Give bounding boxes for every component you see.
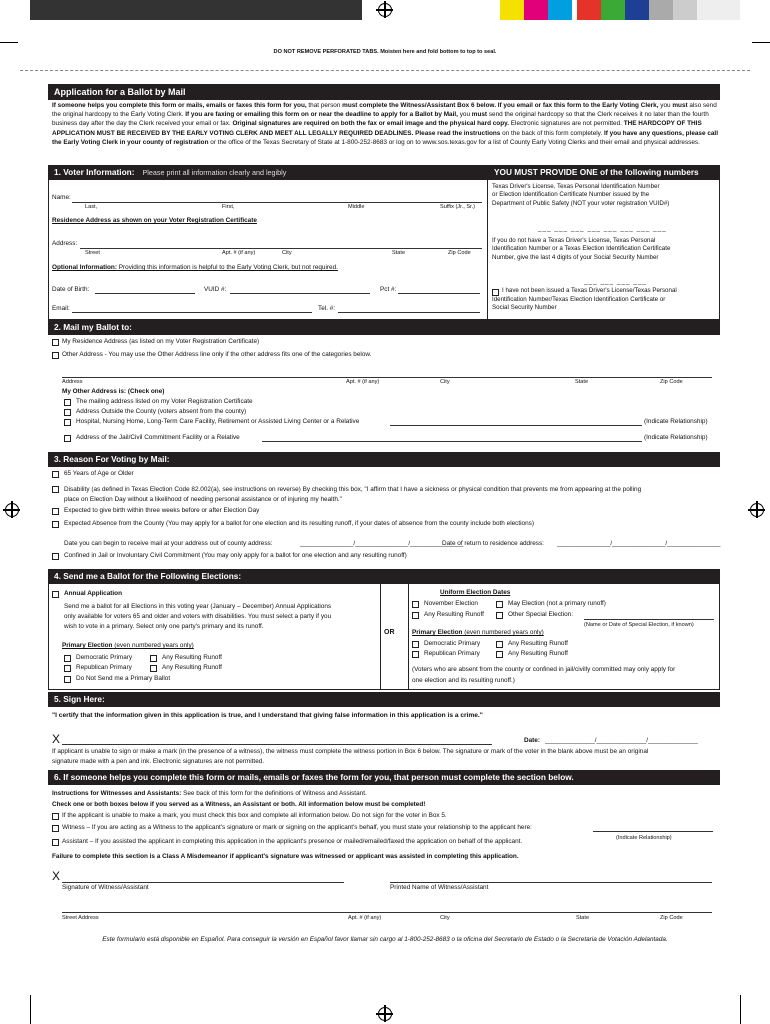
age-65-checkbox[interactable] xyxy=(52,471,59,478)
witness-printed-name-label: Printed Name of Witness/Assistant xyxy=(390,884,489,891)
residence-address-option: My Residence Address (as listed on my Voter Registration Certificate) xyxy=(62,338,260,345)
crop-mark xyxy=(30,995,31,1024)
s2-apt-label: Apt. # (if any) xyxy=(346,379,380,385)
date-return-input[interactable]: _______________/_______________/_______________ xyxy=(557,540,721,547)
rep-primary-label: Republican Primary xyxy=(424,650,480,657)
jail-relationship-input[interactable] xyxy=(262,441,642,442)
certify-statement: "I certify that the information given in this application is true, and I understand that giving false information in this application is a crime." xyxy=(52,712,483,719)
november-runoff-label: Any Resulting Runoff xyxy=(424,611,484,618)
witness-address-input[interactable] xyxy=(62,912,712,913)
residence-address-checkbox[interactable] xyxy=(52,339,59,346)
pct-input[interactable] xyxy=(398,293,480,294)
hospital-relationship-label: (Indicate Relationship) xyxy=(644,418,708,425)
assistant-option: Assistant – If you assisted the applicant in completing this application in the applicant's presence or mailed/emailed/faxed the application on behalf of the applicant. xyxy=(62,838,523,845)
special-election-checkbox[interactable] xyxy=(496,612,503,619)
vuid-label: VUID #: xyxy=(204,286,227,293)
section-3-header: 3. Reason For Voting by Mail: xyxy=(48,452,720,467)
age-65-option: 65 Years of Age or Older xyxy=(64,470,134,477)
section-5-header: 5. Sign Here: xyxy=(48,692,720,707)
witness-instructions: Instructions for Witnesses and Assistants: See back of this form for the definitions of Witness and Assistant. xyxy=(52,790,367,797)
dem-primary-checkbox[interactable] xyxy=(412,641,419,648)
s2-zip-label: Zip Code xyxy=(660,379,683,385)
annual-dem-runoff-checkbox[interactable] xyxy=(150,655,157,662)
witness-option: Witness – If you are acting as a Witness to the applicant's signature or mark or signing on the applicant's behalf, you must state your relationship to the applicant here: xyxy=(62,824,532,831)
jail-relationship-label: (Indicate Relationship) xyxy=(644,434,708,441)
november-runoff-checkbox[interactable] xyxy=(412,612,419,619)
spanish-note: Este formulario está disponible en Español. Para conseguir la versión en Español favor llamar sin cargo al 1-800-252-8683 o la oficina del Secretario de Estado o la Secretaria de Votación Adelantada. xyxy=(102,936,668,943)
annual-application-label: Annual Application xyxy=(64,590,122,597)
section-2-header: 2. Mail my Ballot to: xyxy=(48,320,720,335)
disability-option: Disability (as defined in Texas Election Code 82.002(a), see instructions on reverse) By checking this box, "I affirm that I have a sickness or physical condition that prevents me from appearing at the polling place on Election Day without a likelihood of needing personal assistance or of injuring my health." xyxy=(64,486,642,503)
witness-signature-input[interactable] xyxy=(62,882,344,883)
address-label: Address: xyxy=(52,240,78,247)
residence-label: Residence Address as shown on your Voter Registration Certificate xyxy=(52,217,257,224)
other-address-is-label: My Other Address is: (Check one) xyxy=(62,388,165,395)
annual-rep-runoff-checkbox[interactable] xyxy=(150,665,157,672)
no-id-checkbox[interactable] xyxy=(492,289,499,296)
registration-mark-icon xyxy=(378,1007,392,1021)
annual-rep-checkbox[interactable] xyxy=(64,665,71,672)
uniform-election-label: Uniform Election Dates xyxy=(440,589,511,596)
dem-runoff-label: Any Resulting Runoff xyxy=(508,640,568,647)
top-note: DO NOT REMOVE PERFORATED TABS. Moisten here and fold bottom to top to seal. xyxy=(273,49,497,55)
voter-signature-input[interactable] xyxy=(62,744,492,745)
unable-to-mark-option: If the applicant is unable to make a mark, you must check this box and complete all information below. Do not sign for the voter in Box 5. xyxy=(62,812,447,819)
section-4-divider-right xyxy=(408,584,409,690)
annual-rep-label: Republican Primary xyxy=(76,664,132,671)
registration-mark-icon xyxy=(750,503,764,517)
name-first-label: First, xyxy=(222,204,235,210)
sign-note: If applicant is unable to sign or make a mark (in the presence of a witness), the witness must complete the witness portion in Box 6 below. The signature or mark of the voter in the blank above must be an original signature made with a pen and ink. Electronic signatures are not permitted. xyxy=(52,748,649,765)
residence-address-input[interactable] xyxy=(80,248,482,249)
dem-runoff-checkbox[interactable] xyxy=(496,641,503,648)
dob-input[interactable] xyxy=(95,293,195,294)
vuid-input[interactable] xyxy=(230,293,370,294)
hospital-checkbox[interactable] xyxy=(64,419,71,426)
annual-rep-runoff-label: Any Resulting Runoff xyxy=(162,664,222,671)
optional-info-label: Optional Information: Providing this information is helpful to the Early Voting Clerk, but not required. xyxy=(52,264,338,271)
witness-city-label: City xyxy=(440,915,450,921)
tel-label: Tel. #: xyxy=(318,305,336,312)
annual-dem-label: Democratic Primary xyxy=(76,654,133,661)
zip-label: Zip Code xyxy=(448,250,471,256)
witness-zip-label: Zip Code xyxy=(660,915,683,921)
failure-warning: Failure to complete this section is a Class A Misdemeanor if applicant's signature was witnessed or applicant was assisted in completing this application. xyxy=(52,853,519,860)
witness-signature-label: Signature of Witness/Assistant xyxy=(62,884,149,891)
street-label: Street xyxy=(85,250,100,256)
date-return-label: Date of return to residence address: xyxy=(442,540,544,547)
mailing-address-checkbox[interactable] xyxy=(64,399,71,406)
section-1-right-header: YOU MUST PROVIDE ONE of the following numbers xyxy=(488,165,720,180)
special-election-note: (Name or Date of Special Election, if known) xyxy=(584,622,694,628)
unable-to-mark-checkbox[interactable] xyxy=(52,813,59,820)
no-id-text-cont: Identification Number/Texas Election Identification Certificate or Social Security Number xyxy=(492,296,666,312)
rep-runoff-label: Any Resulting Runoff xyxy=(508,650,568,657)
jail-address-checkbox[interactable] xyxy=(64,435,71,442)
witness-signature-x: X xyxy=(52,869,61,883)
city-label: City xyxy=(282,250,292,256)
registration-mark-icon xyxy=(5,503,19,517)
section-4-divider-left xyxy=(380,584,381,690)
annual-dem-checkbox[interactable] xyxy=(64,655,71,662)
dem-primary-label: Democratic Primary xyxy=(424,640,481,647)
form-title: Application for a Ballot by Mail xyxy=(48,84,720,100)
s2-city-label: City xyxy=(440,379,450,385)
s2-state-label: State xyxy=(575,379,589,385)
crop-mark xyxy=(0,42,18,43)
name-suffix-label: Suffix (Jr., Sr.) xyxy=(440,204,476,210)
dob-label: Date of Birth: xyxy=(52,286,90,293)
print-registration-bar xyxy=(30,0,362,20)
may-label: May Election (not a primary runoff) xyxy=(508,600,606,607)
hospital-relationship-input[interactable] xyxy=(390,425,642,426)
registration-mark-icon xyxy=(378,3,392,17)
name-middle-label: Middle xyxy=(348,204,365,210)
special-election-label: Other Special Election: xyxy=(508,611,574,618)
other-address-checkbox[interactable] xyxy=(52,352,59,359)
witness-state-label: State xyxy=(576,915,590,921)
no-primary-checkbox[interactable] xyxy=(64,676,71,683)
witness-relationship-input[interactable] xyxy=(593,831,713,832)
assistant-checkbox[interactable] xyxy=(52,839,59,846)
may-checkbox[interactable] xyxy=(496,601,503,608)
id-number-input[interactable]: ___ ___ ___ ___ ___ ___ ___ ___ xyxy=(538,225,667,232)
absence-checkbox[interactable] xyxy=(52,521,59,528)
email-input[interactable] xyxy=(72,312,312,313)
birth-option: Expected to give birth within three weeks before or after Election Day xyxy=(64,507,260,514)
november-label: November Election xyxy=(424,600,478,607)
annual-application-checkbox[interactable] xyxy=(52,591,59,598)
jail-checkbox[interactable] xyxy=(52,553,59,560)
or-label: OR xyxy=(384,629,395,636)
section-6-header: 6. If someone helps you complete this form or mails, emails or faxes the form for you, that person must complete the section below. xyxy=(48,770,720,785)
name-label: Name: xyxy=(52,194,71,201)
email-label: Email: xyxy=(52,305,70,312)
absence-option: Expected Absence from the County (You may apply for a ballot for one election and its resulting runoff, if your dates of absence from the county include both elections) xyxy=(64,520,534,527)
apt-label: Apt. # (if any) xyxy=(222,250,256,256)
witness-street-label: Street Address xyxy=(62,915,99,921)
ssn-text: If you do not have a Texas Driver's License, Texas Personal Identification Number or a Texas Election Identification Certificate Number, give the last 4 digits of your Social Security Number xyxy=(492,237,671,261)
print-color-bar xyxy=(500,0,740,20)
tel-input[interactable] xyxy=(338,312,480,313)
primary-election-2-label: Primary Election (even numbered years only) xyxy=(412,629,544,636)
signature-x: X xyxy=(52,732,61,746)
birth-checkbox[interactable] xyxy=(52,508,59,515)
mailing-address-option: The mailing address listed on my Voter Registration Certificate xyxy=(76,398,253,405)
section-1-header: 1. Voter Information: Please print all information clearly and legibly xyxy=(48,165,488,180)
section-4-header: 4. Send me a Ballot for the Following Elections: xyxy=(48,569,720,584)
annual-dem-runoff-label: Any Resulting Runoff xyxy=(162,654,222,661)
name-input[interactable] xyxy=(72,202,482,203)
id-text: Texas Driver's License, Texas Personal Identification Number or Election Identification Certificate Number issued by the Department of Public Safety (NOT your voter registration VUID#) xyxy=(492,183,670,207)
jail-option: Confined in Jail or Involuntary Civil Commitment (You may only apply for a ballot for one election and any resulting runoff) xyxy=(64,552,407,559)
sign-date-input[interactable]: ______________/______________/______________ xyxy=(545,737,698,744)
rep-primary-checkbox[interactable] xyxy=(412,651,419,658)
other-address-option: Other Address - You may use the Other Address line only if the other address fits one of the categories below. xyxy=(62,351,372,358)
check-one-or-both: Check one or both boxes below if you served as a Witness, an Assistant or both. All information below must be completed! xyxy=(52,801,426,808)
outside-county-checkbox[interactable] xyxy=(64,409,71,416)
absent-note: (Voters who are absent from the county or confined in jail/civilly committed may only apply for one election and its resulting runoff.) xyxy=(412,666,676,684)
perforation-line xyxy=(20,70,750,71)
rep-runoff-checkbox[interactable] xyxy=(496,651,503,658)
witness-relationship-label: (Indicate Relationship) xyxy=(616,835,672,841)
pct-label: Pct #: xyxy=(380,286,397,293)
crop-mark xyxy=(752,42,770,43)
s2-address-label: Address xyxy=(62,379,83,385)
witness-apt-label: Apt. # (if any) xyxy=(348,915,382,921)
date-begin-input[interactable]: _______________/_______________/_______________ xyxy=(300,540,464,547)
witness-checkbox[interactable] xyxy=(52,825,59,832)
disability-checkbox[interactable] xyxy=(52,486,59,493)
annual-application-text: Send me a ballot for all Elections in this voting year (January – December) Annual Applications only available for voters 65 and older and voters with disabilities. You must select a party if you wish to vote in a primary. Select only one party's primary and its runoff. xyxy=(64,603,332,630)
hospital-option: Hospital, Nursing Home, Long-Term Care Facility, Retirement or Assisted Living Center or a Relative xyxy=(76,418,360,425)
november-checkbox[interactable] xyxy=(412,601,419,608)
name-last-label: Last, xyxy=(85,204,98,210)
ssn-input[interactable]: ___ ___ ___ ___ xyxy=(584,278,647,285)
date-label: Date: xyxy=(524,737,540,744)
witness-printed-name-input[interactable] xyxy=(390,882,712,883)
date-begin-label: Date you can begin to receive mail at your address out of county address: xyxy=(64,540,273,547)
primary-election-label: Primary Election (even numbered years only) xyxy=(62,642,194,649)
outside-county-option: Address Outside the County (voters absent from the county) xyxy=(76,408,247,415)
intro-paragraph: If someone helps you complete this form or mails, emails or faxes this form for you, that person must complete the Witness/Assistant Box 6 below. If you email or fax this form to the Early Voting Clerk, you must also send the original hardcopy to the Early Voting Clerk. If you are faxing or emailing this form on or near the deadline to apply for a Ballot by Mail, you must send the original hardcopy so that the Clerk receives it no later than the fourth business day after the day the Clerk received your email or fax. Original signatures are required on both the fax or email image and the physical hard copy. Electronic signatures are not permitted. THE HARDCOPY OF THIS APPLICATION MUST BE RECEIVED BY THE EARLY VOTING CLERK AND MEET ALL LEGALLY REQUIRED DEADLINES. Please read the instructions on the back of this form completely. If you have any questions, please call the Early Voting Clerk in your county of registration or the office of the Texas Secretary of State at 1-800-252-8683 or log on to www.sos.texas.gov for a list of County Early Voting Clerks and their email and physical addresses. xyxy=(52,102,718,146)
jail-address-option: Address of the Jail/Civil Commitment Facility or a Relative xyxy=(76,434,240,441)
other-address-input[interactable] xyxy=(62,377,712,378)
special-election-input[interactable] xyxy=(584,619,714,620)
no-id-text: I have not been issued a Texas Driver's License/Texas Personal xyxy=(502,287,677,294)
state-label: State xyxy=(392,250,406,256)
no-primary-label: Do Not Send me a Primary Ballot xyxy=(76,675,171,682)
crop-mark xyxy=(740,995,741,1024)
